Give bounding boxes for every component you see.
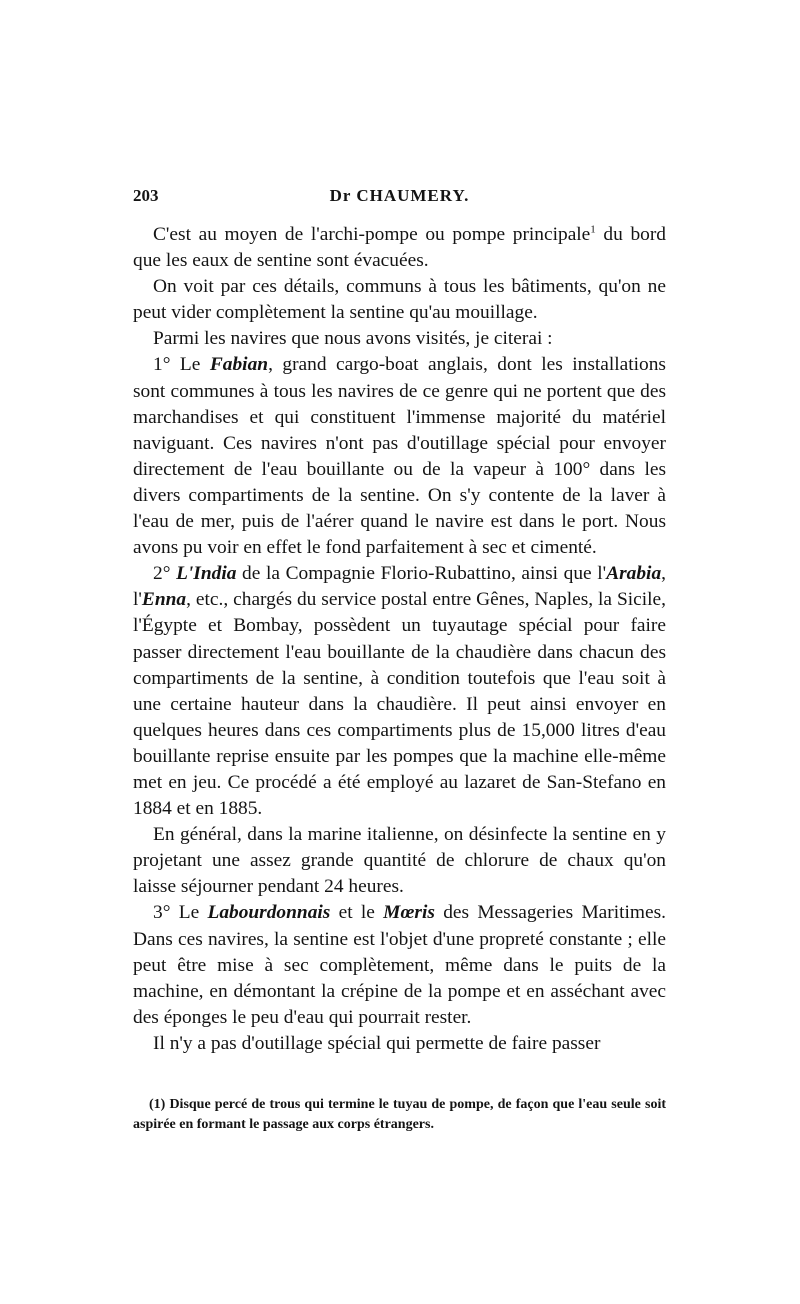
paragraph-text: , etc., chargés du service postal entre Gênes, Naples, la Sicile, l'Égypte et Bombay, possèdent un tuyautage spécial pour faire passer directement l'eau bouillante de la chaudière dans chacun des compartiments de la sentine, à condition toutefois que l'eau soit à une certaine hauteur dans la chaudière. Il peut ainsi envoyer en quelques heures dans ces compartiments plus de 15,000 litres d'eau bouillante reprise ensuite par les pompes que la machine elle-même met en jeu. Ce procédé a été employé au lazaret de San-Stefano en 1884 et en 1885. bbox=[133, 589, 666, 820]
paragraph-text: du bord que les eaux de sentine sont évacuées. bbox=[133, 224, 666, 272]
paragraph-text: , l' bbox=[133, 563, 666, 611]
paragraph bbox=[133, 1031, 666, 1057]
paragraph-text: , grand cargo-boat anglais, dont les installations sont communes à tous les navires de ce genre qui ne portent que des marchandises et qui constituent l'immense majorité du matériel naviguant. Ces navires n'ont pas d'outillage spécial pour envoyer directement de l'eau bouillante ou de la vapeur à 100° dans les divers compartiments de la sentine. On s'y contente de la laver à l'eau de mer, puis de l'aérer quand le navire est dans le port. Nous avons pu voir en effet le fond parfaitement à sec et cimenté. bbox=[133, 354, 666, 559]
running-head: Dr CHAUMERY. bbox=[329, 186, 470, 205]
paragraph-text: En général, dans la marine italienne, on désinfecte la sentine en y projetant une assez grande quantité de chlorure de chaux qu'on laisse séjourner pendant 24 heures. bbox=[133, 824, 666, 898]
paragraph-text: 2° bbox=[153, 563, 177, 585]
page-header bbox=[133, 186, 666, 214]
footnote: (1) Disque percé de trous qui termine le tuyau de pompe, de façon que l'eau seule soit aspirée en formant le passage aux corps étrangers. bbox=[133, 1097, 666, 1132]
paragraph bbox=[133, 900, 666, 1030]
paragraph bbox=[133, 274, 666, 326]
paragraph bbox=[133, 222, 666, 274]
paragraph-text: de la Compagnie Florio-Rubattino, ainsi que l' bbox=[236, 563, 607, 585]
paragraph bbox=[133, 352, 666, 561]
paragraph-text: Il n'y a pas d'outillage spécial qui permette de faire passer bbox=[153, 1032, 601, 1054]
ship-name: Arabia bbox=[606, 563, 662, 585]
paragraph-text: On voit par ces détails, communs à tous les bâtiments, qu'on ne peut vider complètement la sentine qu'au mouillage. bbox=[133, 276, 666, 324]
paragraph-text: Parmi les navires que nous avons visités, je citerai : bbox=[153, 328, 553, 350]
ship-name: L'India bbox=[176, 563, 237, 585]
body-text bbox=[133, 222, 666, 1057]
paragraph-text: et le bbox=[330, 902, 384, 924]
ship-name: Mœris bbox=[383, 902, 435, 924]
ship-name: Enna bbox=[141, 589, 187, 611]
paragraph bbox=[133, 822, 666, 900]
book-page bbox=[133, 186, 666, 1135]
paragraph bbox=[133, 326, 666, 352]
paragraph-text: 1° Le bbox=[153, 354, 210, 376]
paragraph bbox=[133, 561, 666, 822]
paragraph-text: des Messageries Maritimes. Dans ces navires, la sentine est l'objet d'une propreté constante ; elle peut être mise à sec complètement, même dans le puits de la machine, en démontant la crépine de la pompe et en asséchant avec des éponges le peu d'eau qui pourrait rester. bbox=[133, 902, 666, 1028]
ship-name: Fabian bbox=[209, 354, 269, 376]
ship-name: Labourdonnais bbox=[207, 902, 331, 924]
page-number: 203 bbox=[133, 186, 159, 205]
footnote-reference: 1 bbox=[590, 223, 596, 236]
paragraph-text: C'est au moyen de l'archi-pompe ou pompe principale bbox=[153, 224, 591, 245]
paragraph-text: 3° Le bbox=[153, 902, 208, 924]
